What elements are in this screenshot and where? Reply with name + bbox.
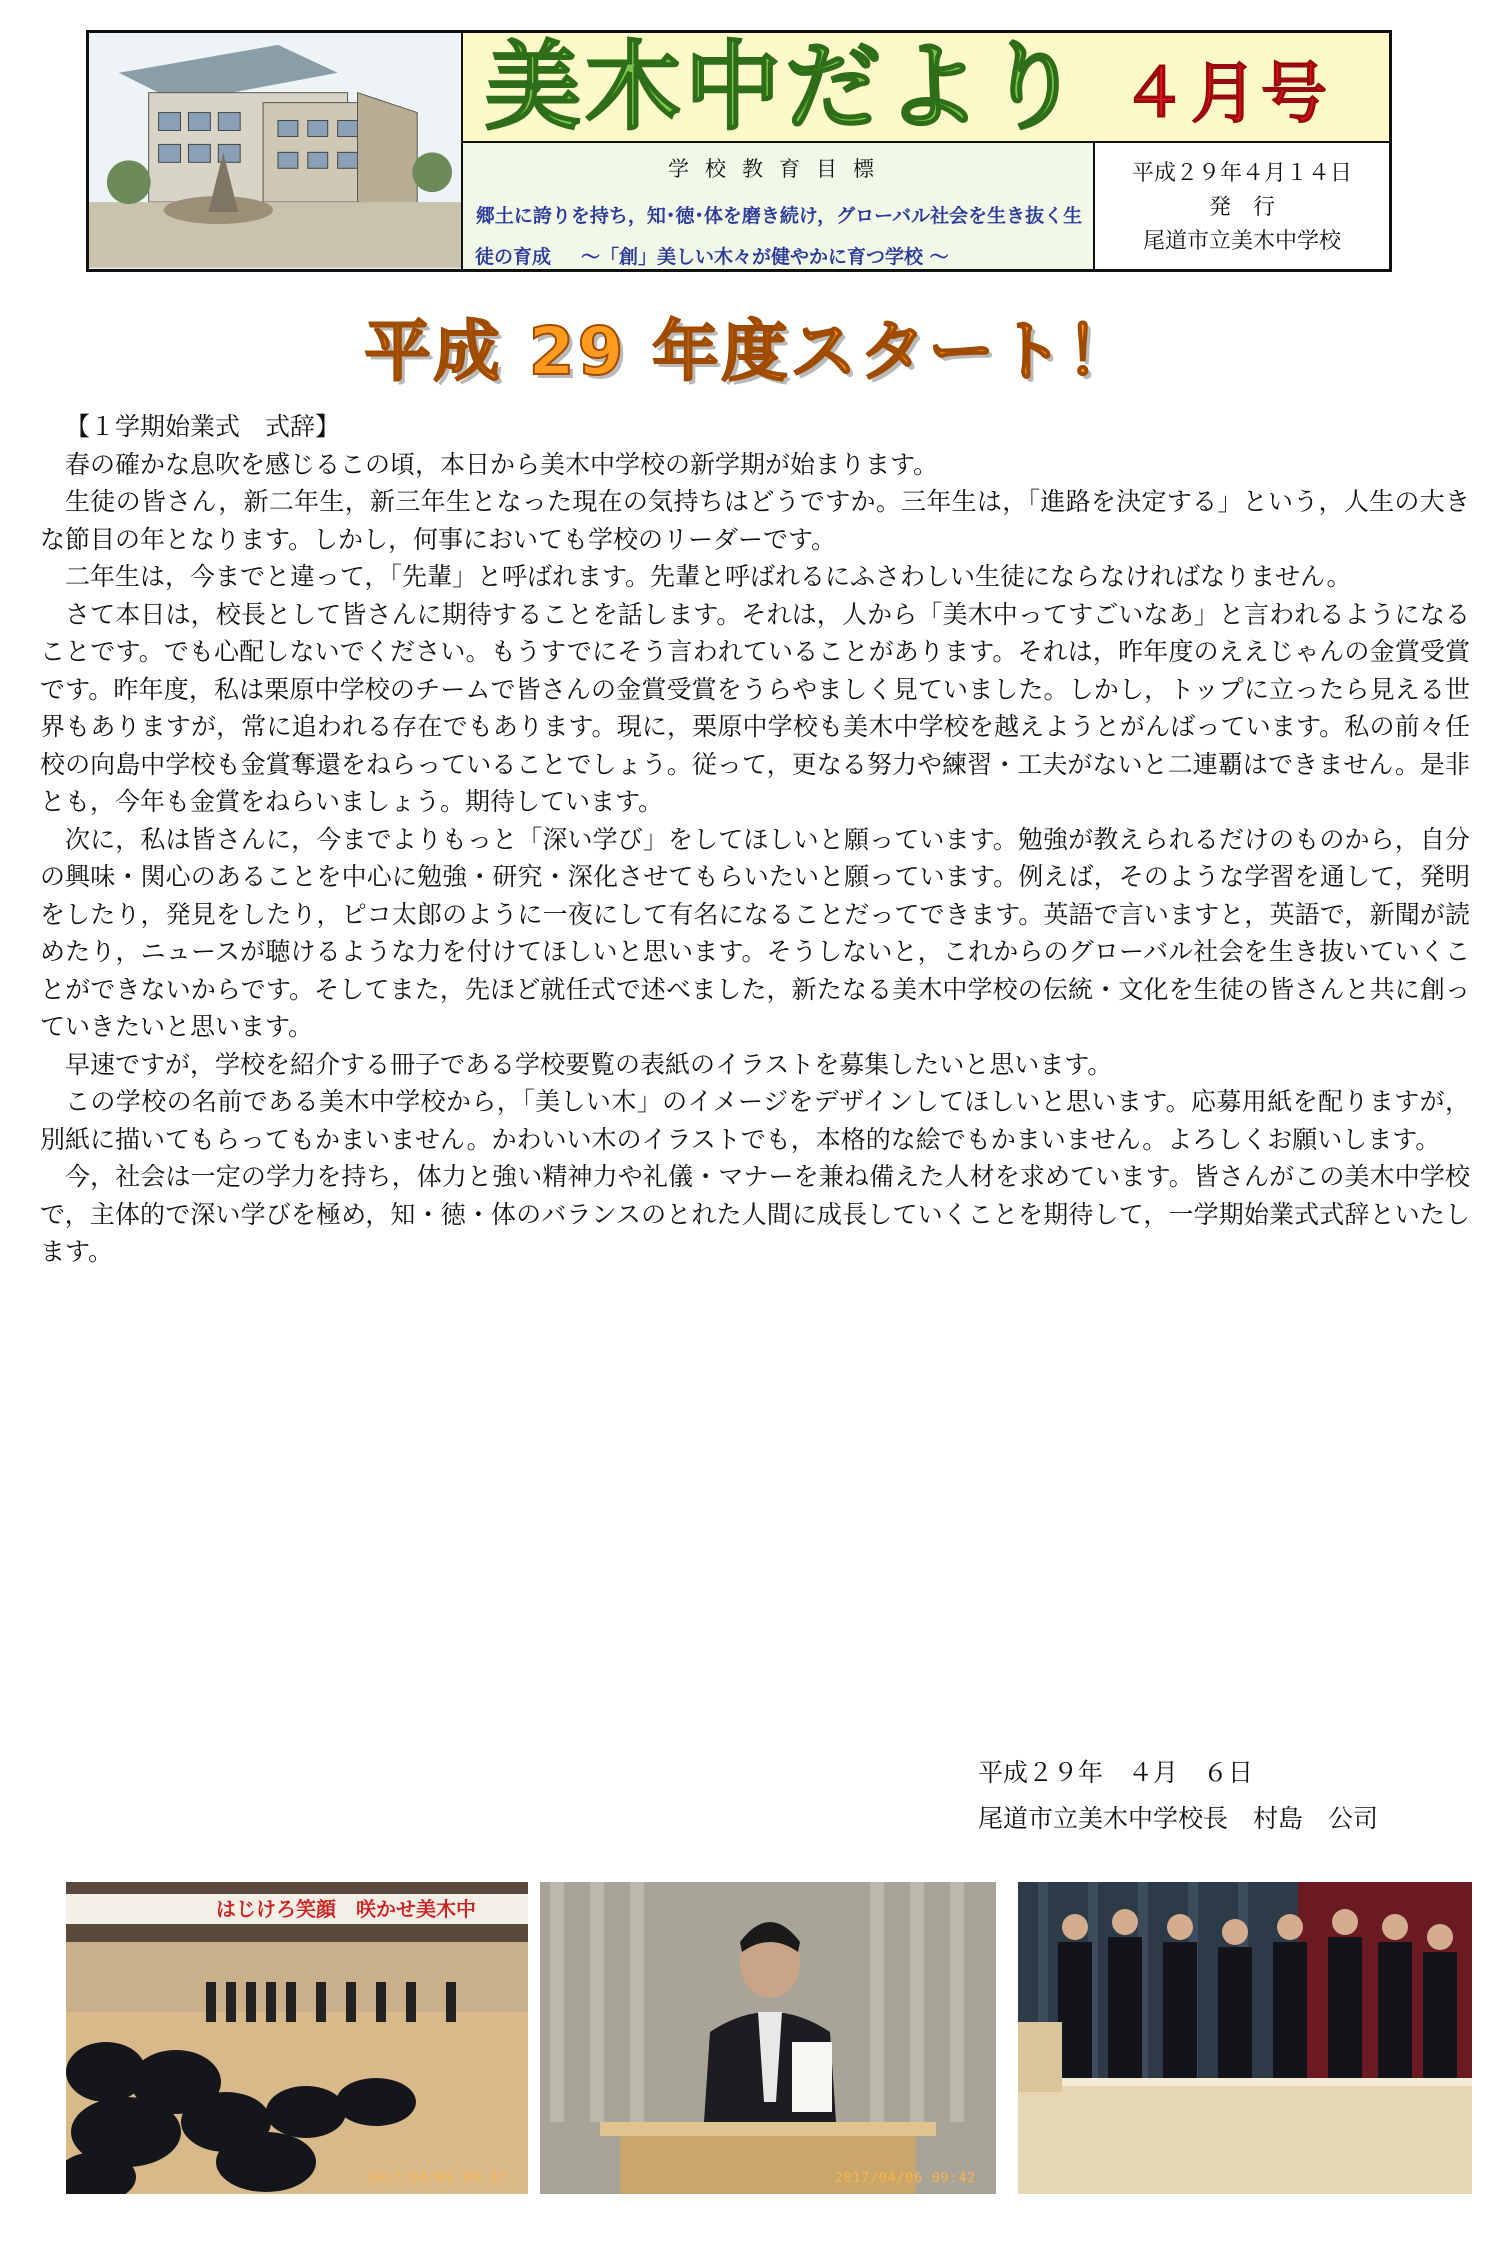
photo-staff-stage bbox=[1018, 1882, 1472, 2194]
headline: 平成 29 年度スタート！ bbox=[364, 313, 1136, 390]
title-band bbox=[463, 33, 1389, 143]
school-building-illustration bbox=[89, 33, 463, 269]
photo-timestamp: 2017/04/06 09:37 bbox=[366, 2171, 508, 2186]
goal-text-end: 徒の育成 bbox=[475, 246, 552, 268]
issue-month: ４月号 bbox=[1121, 54, 1331, 132]
goal-heading: 学校教育目標 bbox=[668, 157, 890, 181]
masthead bbox=[86, 30, 1392, 272]
principal-speech-scene bbox=[540, 1882, 996, 2194]
sign-name: 尾道市立美木中学校長 村島 公司 bbox=[978, 1804, 1379, 1833]
staff-stage-scene bbox=[1018, 1882, 1472, 2194]
school-goal-box bbox=[463, 143, 1095, 269]
masthead-info bbox=[463, 143, 1389, 269]
sign-date: 平成２９年 ４月 ６日 bbox=[978, 1758, 1254, 1787]
newsletter-title: 美木中だより bbox=[485, 31, 1085, 143]
school-building-drawing bbox=[89, 33, 461, 268]
paragraph: 次に，私は皆さんに，今までよりもっと「深い学び」をしてほしいと願っています。勉強が教えられるだけのものから，自分の興味・関心のあることを中心に勉強・研究・深化させてもらいたいと願っています。例えば，そのような学習を通して，発明をしたり，発見をしたり，ピコ太郎のように一夜にして有名になることだってできます。英語で言いますと，英語で，新聞が読めたり，ニュースが聴けるような力を付けてほしいと思います。そうしないと，これからのグローバル社会を生き抜いていくことができないからです。そしてまた，先ほど就任式で述べました，新たなる美木中学校の伝統・文化を生徒の皆さんと共に創っていきたいと思います。 bbox=[40, 824, 1470, 1041]
gym-banner: はじけろ笑顔 咲かせ美木中 bbox=[216, 1897, 476, 1921]
photo-timestamp: 2017/04/06 09:42 bbox=[834, 2171, 976, 2186]
school-motto: ～「創」美しい木々が健やかに育つ学校 ～ bbox=[581, 246, 949, 268]
signature-block bbox=[978, 1750, 1378, 1842]
photo-principal-speech bbox=[540, 1882, 996, 2194]
issue-label: 発 行 bbox=[1208, 195, 1275, 220]
paragraph: 今，社会は一定の学力を持ち，体力と強い精神力や礼儀・マナーを兼ね備えた人材を求めています。皆さんがこの美木中学校で，主体的で深い学びを極め，知・徳・体のバランスのとれた人間に成長していくことを期待して，一学期始業式式辞といたします。 bbox=[40, 1162, 1470, 1266]
gym-assembly-scene bbox=[66, 1882, 528, 2194]
article-body bbox=[40, 408, 1470, 1271]
paragraph: さて本日は，校長として皆さんに期待することを話します。それは，人から「美木中ってすごいなあ」と言われるようになることです。でも心配しないでください。もうすでにそう言われていることがあります。それは，昨年度のええじゃんの金賞受賞です。昨年度，私は栗原中学校のチームで皆さんの金賞受賞をうらやましく見ていました。しかし，トップに立ったら見える世界もありますが，常に追われる存在でもあります。現に，栗原中学校も美木中学校を越えようとがんばっています。私の前々任校の向島中学校も金賞奪還をねらっていることでしょう。従って，更なる努力や練習・工夫がないと二連覇はできません。是非とも，今年も金賞をねらいましょう。期待しています。 bbox=[40, 599, 1470, 816]
goal-text-line2 bbox=[475, 242, 1083, 269]
paragraph: 早速ですが，学校を紹介する冊子である学校要覧の表紙のイラストを募集したいと思います。 bbox=[65, 1049, 1113, 1079]
publisher: 尾道市立美木中学校 bbox=[1142, 229, 1341, 254]
issue-info-box bbox=[1095, 143, 1389, 269]
issue-date: 平成２９年４月１４日 bbox=[1131, 161, 1352, 186]
section-title: 【１学期始業式 式辞】 bbox=[65, 412, 341, 441]
paragraph: 春の確かな息吹を感じるこの頃，本日から美木中学校の新学期が始まります。 bbox=[65, 449, 939, 479]
masthead-right bbox=[463, 33, 1389, 269]
goal-text-line1: 郷土に誇りを持ち，知･徳･体を磨き続け，グローバル社会を生き抜く生 bbox=[475, 205, 1083, 227]
photo-assembly-gym bbox=[66, 1882, 528, 2194]
paragraph: 生徒の皆さん，新二年生，新三年生となった現在の気持ちはどうですか。三年生は，「進路を決定する」という，人生の大きな節目の年となります。しかし，何事においても学校のリーダーです。 bbox=[40, 487, 1470, 554]
paragraph: 二年生は，今までと違って，「先輩」と呼ばれます。先輩と呼ばれるにふさわしい生徒にならなければなりません。 bbox=[65, 562, 1352, 591]
paragraph: この学校の名前である美木中学校から，「美しい木」のイメージをデザインしてほしいと思います。応募用紙を配りますが，別紙に描いてもらってもかまいません。かわいい木のイラストでも，本格的な絵でもかまいません。よろしくお願いします。 bbox=[40, 1087, 1470, 1154]
